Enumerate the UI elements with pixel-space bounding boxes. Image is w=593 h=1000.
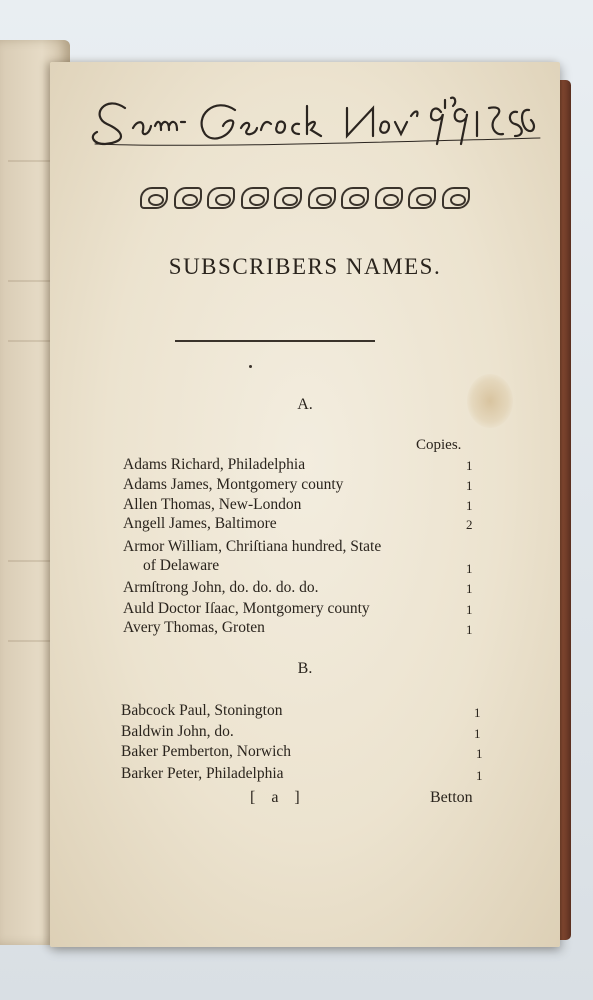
subscriber-entry: Armor William, Chriſtiana hundred, State xyxy=(123,538,382,555)
ink-dot xyxy=(249,365,252,368)
subscriber-entry: Allen Thomas, New-London xyxy=(123,496,302,513)
copies-count: 1 xyxy=(474,705,481,720)
subscriber-entry: Barker Peter, Philadelphia xyxy=(121,765,284,782)
handwritten-inscription xyxy=(85,86,545,156)
ornament-fleuron xyxy=(375,187,403,209)
ornament-fleuron xyxy=(207,187,235,209)
ornament-fleuron xyxy=(140,187,168,209)
subscriber-entry: Babcock Paul, Stonington xyxy=(121,702,283,719)
copies-count: 1 xyxy=(466,458,473,473)
catchword: Betton xyxy=(430,789,473,806)
ornament-fleuron xyxy=(241,187,269,209)
copies-count: 1 xyxy=(466,602,473,617)
ornament-fleuron xyxy=(274,187,302,209)
subscriber-entry: Angell James, Baltimore xyxy=(123,515,277,532)
copies-count: 1 xyxy=(466,561,473,576)
copies-header: Copies. xyxy=(416,437,462,453)
copies-count: 1 xyxy=(466,622,473,637)
ornamental-border xyxy=(140,183,470,213)
copies-count: 1 xyxy=(466,581,473,596)
copies-count: 2 xyxy=(466,517,473,532)
ornament-fleuron xyxy=(341,187,369,209)
copies-count: 1 xyxy=(474,726,481,741)
copies-count: 1 xyxy=(466,498,473,513)
subscriber-entry: Armſtrong John, do. do. do. do. xyxy=(123,579,319,596)
page-title: SUBSCRIBERS NAMES. xyxy=(168,254,442,279)
copies-count: 1 xyxy=(476,746,483,761)
copies-count: 1 xyxy=(466,478,473,493)
ornament-fleuron xyxy=(308,187,336,209)
subscriber-entry: Baldwin John, do. xyxy=(121,723,234,740)
subscriber-entry: Adams James, Montgomery county xyxy=(123,476,344,493)
copies-count: 1 xyxy=(476,768,483,783)
subscriber-entry: Auld Doctor Iſaac, Montgomery county xyxy=(123,600,370,617)
ornament-fleuron xyxy=(408,187,436,209)
subscriber-entry: Avery Thomas, Groten xyxy=(123,619,265,636)
subscriber-entry: Adams Richard, Philadelphia xyxy=(123,456,306,473)
subscriber-entry: Baker Pemberton, Norwich xyxy=(121,743,292,760)
ornament-fleuron xyxy=(442,187,470,209)
subscriber-entry-continuation: of Delaware xyxy=(143,557,220,574)
svg-text:Samᵗ. Gerock Novʳ. 19ᵗʰ 1796: Samᵗ. Gerock Novʳ. 19ᵗʰ 1796 xyxy=(85,86,97,87)
signature-mark: [ a ] xyxy=(250,789,306,806)
title-rule xyxy=(175,340,375,342)
ornament-fleuron xyxy=(174,187,202,209)
section-letter-a: A. xyxy=(297,396,313,413)
section-letter-b: B. xyxy=(297,660,313,677)
